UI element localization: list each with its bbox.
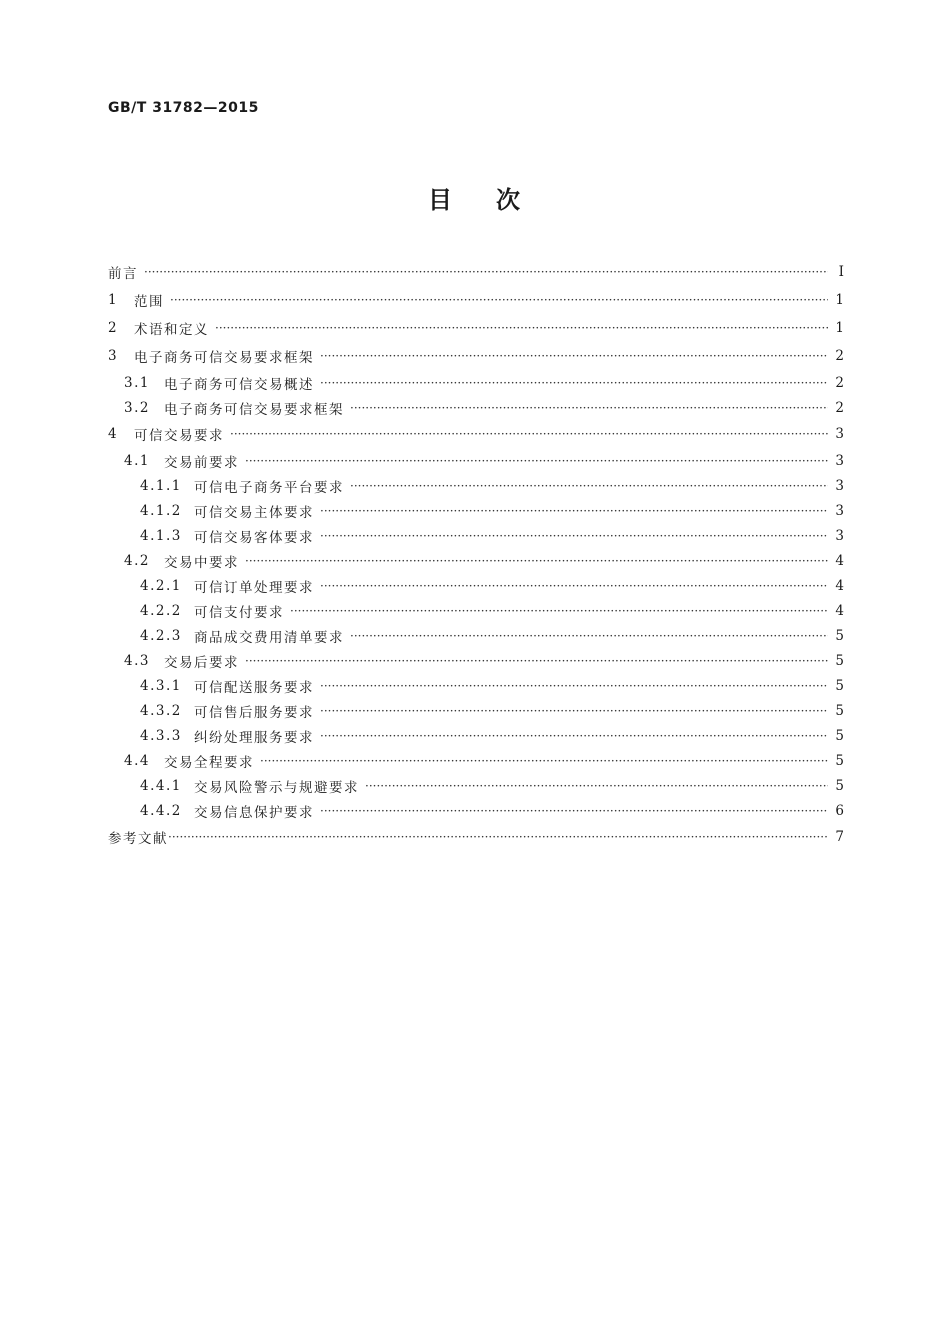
toc-entry-page: 5: [835, 627, 844, 644]
dot-leader: [320, 504, 828, 518]
dot-leader: [350, 479, 828, 493]
toc-entry-3-1[interactable]: [108, 370, 844, 395]
dot-leader: [320, 729, 828, 743]
toc-entry-label: 交易前要求: [164, 454, 239, 471]
dot-leader: [320, 529, 828, 543]
toc-entry-4-1-2[interactable]: [108, 498, 844, 523]
toc-entry-page: 3: [835, 452, 844, 469]
toc-entry-page: 3: [835, 426, 844, 442]
toc-entry-4-3[interactable]: [108, 648, 844, 673]
toc-entry-label: 可信售后服务要求: [194, 704, 314, 721]
toc-entry-1[interactable]: [108, 286, 844, 314]
toc-entry-page: 5: [835, 652, 844, 669]
toc-entry-number: 4.4.2: [140, 802, 182, 819]
dot-leader: [168, 830, 828, 844]
toc-entry-page: 1: [835, 320, 844, 336]
dot-leader: [320, 804, 828, 818]
dot-leader: [320, 679, 828, 693]
table-of-contents: [108, 258, 844, 851]
toc-entry-label: 电子商务可信交易要求框架: [164, 401, 344, 418]
toc-entry-4-4[interactable]: [108, 748, 844, 773]
toc-entry-number: 4.3.2: [140, 702, 182, 719]
toc-entry-label: 范围: [134, 294, 164, 310]
toc-entry-4-4-2[interactable]: [108, 798, 844, 823]
toc-entry-number: 4.1.2: [140, 502, 182, 519]
toc-entry-label: 交易风险警示与规避要求: [194, 779, 359, 796]
dot-leader: [230, 427, 828, 441]
toc-entry-number: 4.3.1: [140, 677, 182, 694]
toc-entry-number: 1: [108, 292, 119, 308]
toc-entry-label: 可信交易客体要求: [194, 529, 314, 546]
toc-entry-number: 4.2.2: [140, 602, 182, 619]
toc-entry-label: 纠纷处理服务要求: [194, 729, 314, 746]
dot-leader: [320, 376, 828, 390]
dot-leader: [245, 554, 828, 568]
toc-entry-label: 可信订单处理要求: [194, 579, 314, 596]
toc-entry-4[interactable]: [108, 420, 844, 448]
dot-leader: [245, 454, 828, 468]
toc-entry-4-3-2[interactable]: [108, 698, 844, 723]
toc-entry-label: 可信电子商务平台要求: [194, 479, 344, 496]
toc-entry-label: 可信配送服务要求: [194, 679, 314, 696]
toc-entry-3-2[interactable]: [108, 395, 844, 420]
dot-leader: [350, 629, 828, 643]
toc-title: [0, 180, 950, 215]
toc-entry-page: 2: [835, 374, 844, 391]
toc-entry-number: 4.2.1: [140, 577, 182, 594]
toc-entry-4-1-1[interactable]: [108, 473, 844, 498]
toc-entry-number: 4.3: [124, 652, 150, 669]
toc-entry-page: 5: [835, 777, 844, 794]
toc-entry-page: 5: [835, 752, 844, 769]
toc-entry-page: 2: [835, 399, 844, 416]
toc-entry-4-2-1[interactable]: [108, 573, 844, 598]
toc-entry-number: 3: [108, 348, 119, 364]
toc-entry-number: 4.4: [124, 752, 150, 769]
toc-entry-bibliography[interactable]: [108, 823, 844, 851]
dot-leader: [320, 704, 828, 718]
dot-leader: [320, 349, 828, 363]
toc-entry-4-2[interactable]: [108, 548, 844, 573]
toc-entry-4-3-1[interactable]: [108, 673, 844, 698]
toc-entry-page: 5: [835, 677, 844, 694]
toc-entry-4-3-3[interactable]: [108, 723, 844, 748]
toc-entry-4-2-3[interactable]: [108, 623, 844, 648]
toc-entry-number: 4.1: [124, 452, 150, 469]
dot-leader: [260, 754, 828, 768]
toc-entry-page: 5: [835, 727, 844, 744]
dot-leader: [290, 604, 828, 618]
toc-entry-page: 1: [835, 292, 844, 308]
document-code: GB/T 31782—2015: [108, 100, 259, 116]
toc-entry-number: 3.2: [124, 399, 150, 416]
toc-entry-label: 参考文献: [108, 831, 168, 847]
toc-entry-number: 4.1.3: [140, 527, 182, 544]
toc-entry-label: 交易中要求: [164, 554, 239, 571]
toc-entry-label: 交易后要求: [164, 654, 239, 671]
toc-entry-label: 前言: [108, 266, 138, 282]
toc-entry-page: 3: [835, 502, 844, 519]
toc-entry-number: 4.2: [124, 552, 150, 569]
dot-leader: [365, 779, 828, 793]
toc-entry-4-2-2[interactable]: [108, 598, 844, 623]
toc-entry-page: 7: [835, 829, 844, 845]
toc-entry-4-1[interactable]: [108, 448, 844, 473]
toc-entry-number: 2: [108, 320, 119, 336]
dot-leader: [170, 293, 828, 307]
toc-entry-page: 6: [835, 802, 844, 819]
toc-entry-number: 4: [108, 426, 119, 442]
toc-entry-number: 4.2.3: [140, 627, 182, 644]
dot-leader: [144, 265, 828, 279]
toc-entry-label: 可信支付要求: [194, 604, 284, 621]
toc-entry-label: 可信交易要求: [134, 428, 224, 444]
toc-entry-page: 3: [835, 477, 844, 494]
toc-entry-label: 电子商务可信交易概述: [164, 376, 314, 393]
dot-leader: [320, 579, 828, 593]
toc-entry-page: 4: [835, 602, 844, 619]
toc-entry-label: 术语和定义: [134, 322, 209, 338]
toc-entry-number: 4.3.3: [140, 727, 182, 744]
dot-leader: [245, 654, 828, 668]
toc-entry-page: 2: [835, 348, 844, 364]
toc-title-right: 次: [496, 186, 522, 214]
toc-entry-4-1-3[interactable]: [108, 523, 844, 548]
toc-entry-label: 电子商务可信交易要求框架: [134, 350, 314, 366]
toc-entry-page: 4: [835, 552, 844, 569]
toc-entry-page: Ⅰ: [838, 264, 844, 280]
toc-entry-page: 4: [835, 577, 844, 594]
dot-leader: [215, 321, 828, 335]
toc-entry-number: 3.1: [124, 374, 150, 391]
toc-entry-number: 4.1.1: [140, 477, 182, 494]
dot-leader: [350, 401, 828, 415]
toc-entry-label: 商品成交费用清单要求: [194, 629, 344, 646]
toc-entry-page: 3: [835, 527, 844, 544]
toc-entry-page: 5: [835, 702, 844, 719]
toc-entry-label: 交易全程要求: [164, 754, 254, 771]
toc-entry-label: 交易信息保护要求: [194, 804, 314, 821]
toc-entry-foreword[interactable]: [108, 258, 844, 286]
toc-entry-2[interactable]: [108, 314, 844, 342]
toc-entry-3[interactable]: [108, 342, 844, 370]
toc-entry-label: 可信交易主体要求: [194, 504, 314, 521]
toc-title-left: 目: [428, 186, 454, 214]
toc-entry-number: 4.4.1: [140, 777, 182, 794]
toc-entry-4-4-1[interactable]: [108, 773, 844, 798]
